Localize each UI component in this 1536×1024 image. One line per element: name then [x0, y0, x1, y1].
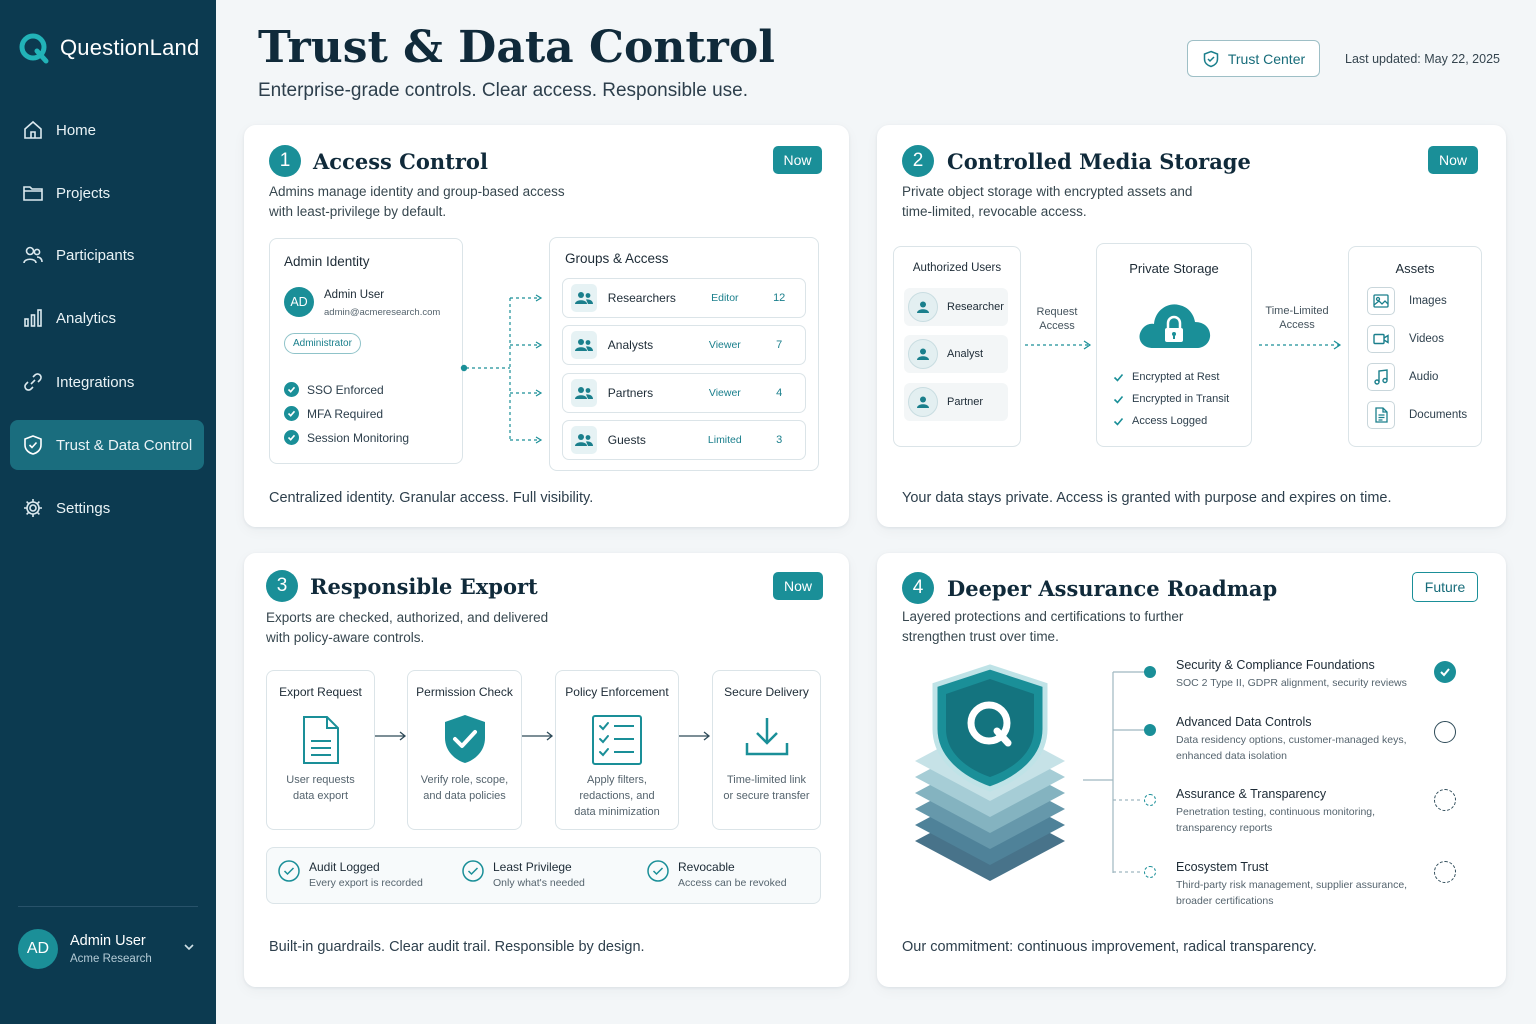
shield-icon — [22, 434, 44, 456]
desc-line: with least-privilege by default. — [269, 204, 447, 219]
arrow-right-icon — [1025, 339, 1095, 351]
card-footer: Centralized identity. Granular access. Full visibility. — [269, 490, 594, 506]
layered-shield-illustration — [905, 663, 1075, 903]
check-item — [284, 406, 383, 421]
step-number: 3 — [266, 570, 298, 602]
guard-desc: Every export is recorded — [309, 877, 423, 889]
card-description — [269, 182, 565, 222]
image-icon — [1367, 287, 1395, 315]
status-complete-icon — [1434, 661, 1456, 683]
avatar: AD — [284, 287, 314, 317]
folder-icon — [22, 182, 44, 204]
admin-name: Admin User — [324, 289, 385, 301]
timeline-dot-filled — [1144, 724, 1156, 736]
nav-item-projects[interactable] — [10, 168, 204, 218]
roadmap-title: Assurance & Transparency — [1176, 787, 1327, 801]
link-icon — [22, 371, 44, 393]
roadmap-desc-line: broader certifications — [1176, 895, 1274, 907]
roadmap-title: Security & Compliance Foundations — [1176, 658, 1375, 672]
status-future-icon — [1434, 789, 1456, 811]
asset-label: Documents — [1409, 409, 1468, 421]
roadmap-item-security-compliance — [1176, 658, 1407, 691]
check-label: Encrypted at Rest — [1132, 371, 1220, 383]
asset-audio[interactable] — [1367, 363, 1438, 391]
check-circle-icon — [284, 430, 299, 445]
user-icon — [908, 387, 938, 417]
nav-label: Integrations — [56, 373, 135, 391]
roadmap-desc — [1176, 675, 1407, 691]
timeline-dot-dashed — [1144, 866, 1156, 878]
flow-label-line: Request — [1036, 306, 1078, 318]
desc-line: time-limited, revocable access. — [902, 204, 1087, 219]
avatar: AD — [18, 929, 58, 969]
nav-item-participants[interactable] — [10, 230, 204, 280]
guard-title: Revocable — [678, 860, 735, 874]
group-row-analysts[interactable] — [562, 325, 806, 365]
guard-revocable — [647, 860, 787, 889]
step-desc-line: Apply filters, — [587, 774, 647, 786]
brand[interactable] — [18, 32, 199, 64]
card-title: Controlled Media Storage — [947, 149, 1251, 174]
user-name: Admin User — [70, 933, 146, 949]
check-label: MFA Required — [307, 406, 384, 421]
desc-line: strengthen trust over time. — [902, 629, 1059, 644]
step-desc-line: Time-limited link — [726, 774, 807, 786]
panel-title: Assets — [1395, 261, 1435, 276]
user-label: Researcher — [947, 301, 1004, 313]
card-title: Deeper Assurance Roadmap — [947, 576, 1278, 601]
storage-check — [1113, 371, 1219, 383]
responsible-export-card — [244, 553, 849, 987]
roadmap-desc-line: Penetration testing, continuous monitoring, — [1176, 806, 1376, 818]
desc-line: Exports are checked, authorized, and delivered — [266, 610, 549, 625]
arrow-right-icon — [521, 730, 555, 742]
card-footer: Built-in guardrails. Clear audit trail. Responsible by design. — [269, 939, 645, 955]
panel-title: Groups & Access — [565, 251, 669, 266]
check-label: Session Monitoring — [307, 430, 410, 445]
desc-line: Layered protections and certifications to further — [902, 609, 1184, 624]
user-pill-partner — [904, 383, 1008, 421]
step-desc-line: or secure transfer — [723, 790, 810, 802]
roadmap-desc-line: enhanced data isolation — [1176, 750, 1287, 762]
step-desc-line: data export — [292, 790, 349, 802]
step-title: Policy Enforcement — [565, 685, 669, 699]
step-desc-line: and data policies — [423, 790, 506, 802]
card-footer: Your data stays private. Access is granted with purpose and expires on time. — [902, 490, 1392, 506]
roadmap-desc — [1176, 877, 1407, 909]
group-count: 12 — [773, 292, 786, 304]
users-icon — [571, 331, 597, 359]
chevron-down-icon[interactable] — [182, 940, 196, 954]
asset-label: Videos — [1409, 333, 1444, 345]
asset-documents[interactable] — [1367, 401, 1467, 429]
roadmap-desc-line: Third-party risk management, supplier assurance, — [1176, 879, 1408, 891]
private-storage-panel — [1096, 243, 1252, 447]
asset-label: Audio — [1409, 371, 1439, 383]
nav-label: Participants — [56, 246, 135, 264]
group-role: Editor — [711, 292, 739, 304]
check-circle-icon — [647, 860, 669, 882]
roadmap-title: Advanced Data Controls — [1176, 715, 1312, 729]
music-icon — [1367, 363, 1395, 391]
questionland-logo-icon — [18, 32, 50, 64]
shield-check-icon — [442, 713, 488, 765]
step-permission-check — [407, 670, 522, 830]
group-row-researchers[interactable] — [562, 278, 806, 318]
panel-title: Private Storage — [1129, 261, 1219, 276]
roadmap-desc-line: transparency reports — [1176, 822, 1273, 834]
nav-label: Settings — [56, 499, 111, 517]
group-row-guests[interactable] — [562, 420, 806, 460]
guard-title: Audit Logged — [309, 860, 380, 874]
user-label: Partner — [947, 396, 984, 408]
nav-item-settings[interactable] — [10, 483, 204, 533]
timeline-dot-dashed — [1144, 794, 1156, 806]
flow-label-request-access — [1029, 305, 1085, 333]
nav-item-home[interactable] — [10, 105, 204, 155]
user-org: Acme Research — [70, 953, 152, 965]
arrow-right-icon — [678, 730, 712, 742]
step-desc-line: Verify role, scope, — [420, 774, 509, 786]
trust-center-label: Trust Center — [1227, 50, 1306, 67]
card-description — [266, 608, 548, 648]
step-description — [713, 772, 820, 804]
download-icon — [744, 715, 790, 757]
users-icon — [571, 284, 597, 312]
controlled-media-storage-card — [877, 125, 1506, 527]
group-role: Viewer — [708, 387, 741, 399]
guard-desc: Only what's needed — [493, 877, 585, 889]
group-role: Viewer — [708, 339, 741, 351]
trust-center-button[interactable] — [1187, 40, 1320, 77]
asset-videos[interactable] — [1367, 325, 1444, 353]
step-description — [267, 772, 374, 804]
step-desc-line: data minimization — [574, 806, 660, 818]
admin-identity-panel — [269, 238, 463, 464]
access-control-card — [244, 125, 849, 527]
roadmap-desc — [1176, 804, 1375, 836]
shield-check-icon — [1202, 50, 1220, 68]
users-icon — [22, 244, 44, 266]
desc-line: with policy-aware controls. — [266, 630, 425, 645]
status-future-icon — [1434, 861, 1456, 883]
group-row-partners[interactable] — [562, 373, 806, 413]
check-icon — [1113, 416, 1124, 427]
cloud-lock-icon — [1135, 296, 1213, 354]
page-title: Trust & Data Control — [258, 22, 775, 73]
step-number: 1 — [269, 145, 301, 177]
authorized-users-panel — [893, 246, 1021, 447]
check-icon — [1113, 394, 1124, 405]
step-description — [408, 772, 521, 804]
check-label: SSO Enforced — [307, 382, 384, 397]
sidebar-divider — [18, 906, 198, 907]
flow-label-line: Time-Limited — [1265, 305, 1329, 317]
nav-label: Home — [56, 121, 97, 139]
step-number: 4 — [902, 572, 934, 604]
asset-label: Images — [1409, 295, 1447, 307]
user-pill-researcher — [904, 288, 1008, 326]
group-name: Partners — [607, 386, 654, 400]
nav-label: Projects — [56, 184, 111, 202]
arrow-right-icon — [1259, 339, 1344, 351]
bar-chart-icon — [22, 307, 44, 329]
status-badge: Now — [773, 572, 823, 600]
step-policy-enforcement — [555, 670, 679, 830]
user-label: Analyst — [947, 348, 984, 360]
users-icon — [571, 426, 597, 454]
desc-line: Private object storage with encrypted assets and — [902, 184, 1193, 199]
nav-item-trust-data-control[interactable] — [10, 420, 204, 470]
flow-label-line: Access — [1279, 319, 1315, 331]
group-name: Guests — [607, 433, 646, 447]
panel-title: Admin Identity — [284, 254, 370, 269]
check-circle-icon — [278, 860, 300, 882]
roadmap-item-assurance-transparency — [1176, 787, 1375, 836]
page-subtitle: Enterprise-grade controls. Clear access. Responsible use. — [258, 80, 749, 101]
step-title: Secure Delivery — [724, 685, 809, 699]
home-icon — [22, 119, 44, 141]
status-badge: Future — [1412, 572, 1478, 602]
checklist-icon — [590, 713, 644, 767]
document-icon — [301, 715, 341, 765]
gear-icon — [22, 497, 44, 519]
guard-audit-logged — [278, 860, 423, 889]
check-circle-icon — [284, 382, 299, 397]
roadmap-item-advanced-data-controls — [1176, 715, 1407, 764]
guardrails-bar — [266, 847, 821, 904]
card-footer: Our commitment: continuous improvement, radical transparency. — [902, 939, 1317, 955]
document-icon — [1367, 401, 1395, 429]
sidebar — [0, 0, 216, 1024]
assets-panel — [1348, 246, 1482, 447]
check-icon — [1113, 372, 1124, 383]
admin-email: admin@acmeresearch.com — [324, 307, 441, 318]
step-title: Export Request — [279, 685, 362, 699]
status-badge: Now — [773, 146, 822, 174]
deeper-assurance-roadmap-card — [877, 553, 1506, 987]
step-number: 2 — [902, 145, 934, 177]
guard-least-privilege — [462, 860, 585, 889]
brand-name: QuestionLand — [60, 35, 200, 60]
step-title: Permission Check — [416, 685, 513, 699]
user-icon — [908, 292, 938, 322]
user-icon — [908, 339, 938, 369]
check-circle-icon — [284, 406, 299, 421]
status-badge: Now — [1428, 146, 1478, 174]
user-menu[interactable] — [18, 926, 202, 972]
nav-item-integrations[interactable] — [10, 357, 204, 407]
check-item — [284, 430, 409, 445]
panel-title: Authorized Users — [912, 262, 1002, 274]
group-count: 4 — [776, 387, 783, 399]
timeline-dot-filled — [1144, 666, 1156, 678]
roadmap-desc — [1176, 732, 1407, 764]
nav-label: Analytics — [56, 309, 117, 327]
roadmap-desc-line: SOC 2 Type II, GDPR alignment, security reviews — [1176, 677, 1407, 689]
role-badge: Administrator — [284, 333, 361, 354]
check-label: Encrypted in Transit — [1132, 393, 1230, 405]
connector-lines — [460, 285, 550, 445]
arrow-right-icon — [374, 730, 408, 742]
user-pill-analyst — [904, 335, 1008, 373]
last-updated: Last updated: May 22, 2025 — [1345, 52, 1500, 66]
status-pending-icon — [1434, 721, 1456, 743]
step-desc-line: User requests — [286, 774, 355, 786]
users-icon — [571, 379, 597, 407]
step-desc-line: redactions, and — [579, 790, 655, 802]
storage-check — [1113, 393, 1229, 405]
guard-title: Least Privilege — [493, 860, 572, 874]
check-label: Access Logged — [1132, 415, 1208, 427]
flow-label-line: Access — [1039, 320, 1075, 332]
nav-label: Trust & Data Control — [56, 436, 193, 454]
roadmap-title: Ecosystem Trust — [1176, 860, 1269, 874]
group-role: Limited — [707, 434, 742, 446]
roadmap-timeline-lines — [1083, 663, 1173, 878]
check-item — [284, 382, 384, 397]
nav-item-analytics[interactable] — [10, 293, 204, 343]
group-name: Researchers — [607, 291, 676, 305]
asset-images[interactable] — [1367, 287, 1447, 315]
check-circle-icon — [462, 860, 484, 882]
groups-access-panel — [549, 237, 819, 471]
card-title: Responsible Export — [310, 574, 538, 599]
step-description — [556, 772, 678, 820]
card-description — [902, 607, 1183, 647]
video-icon — [1367, 325, 1395, 353]
step-secure-delivery — [712, 670, 821, 830]
flow-label-time-limited-access — [1257, 304, 1337, 332]
desc-line: Admins manage identity and group-based access — [269, 184, 565, 199]
roadmap-item-ecosystem-trust — [1176, 860, 1407, 909]
storage-check — [1113, 415, 1207, 427]
group-name: Analysts — [607, 338, 654, 352]
guard-desc: Access can be revoked — [678, 877, 787, 889]
card-description — [902, 182, 1192, 222]
step-export-request — [266, 670, 375, 830]
roadmap-desc-line: Data residency options, customer-managed keys, — [1176, 734, 1407, 746]
card-title: Access Control — [313, 149, 488, 174]
group-count: 7 — [776, 339, 783, 351]
group-count: 3 — [776, 434, 783, 446]
